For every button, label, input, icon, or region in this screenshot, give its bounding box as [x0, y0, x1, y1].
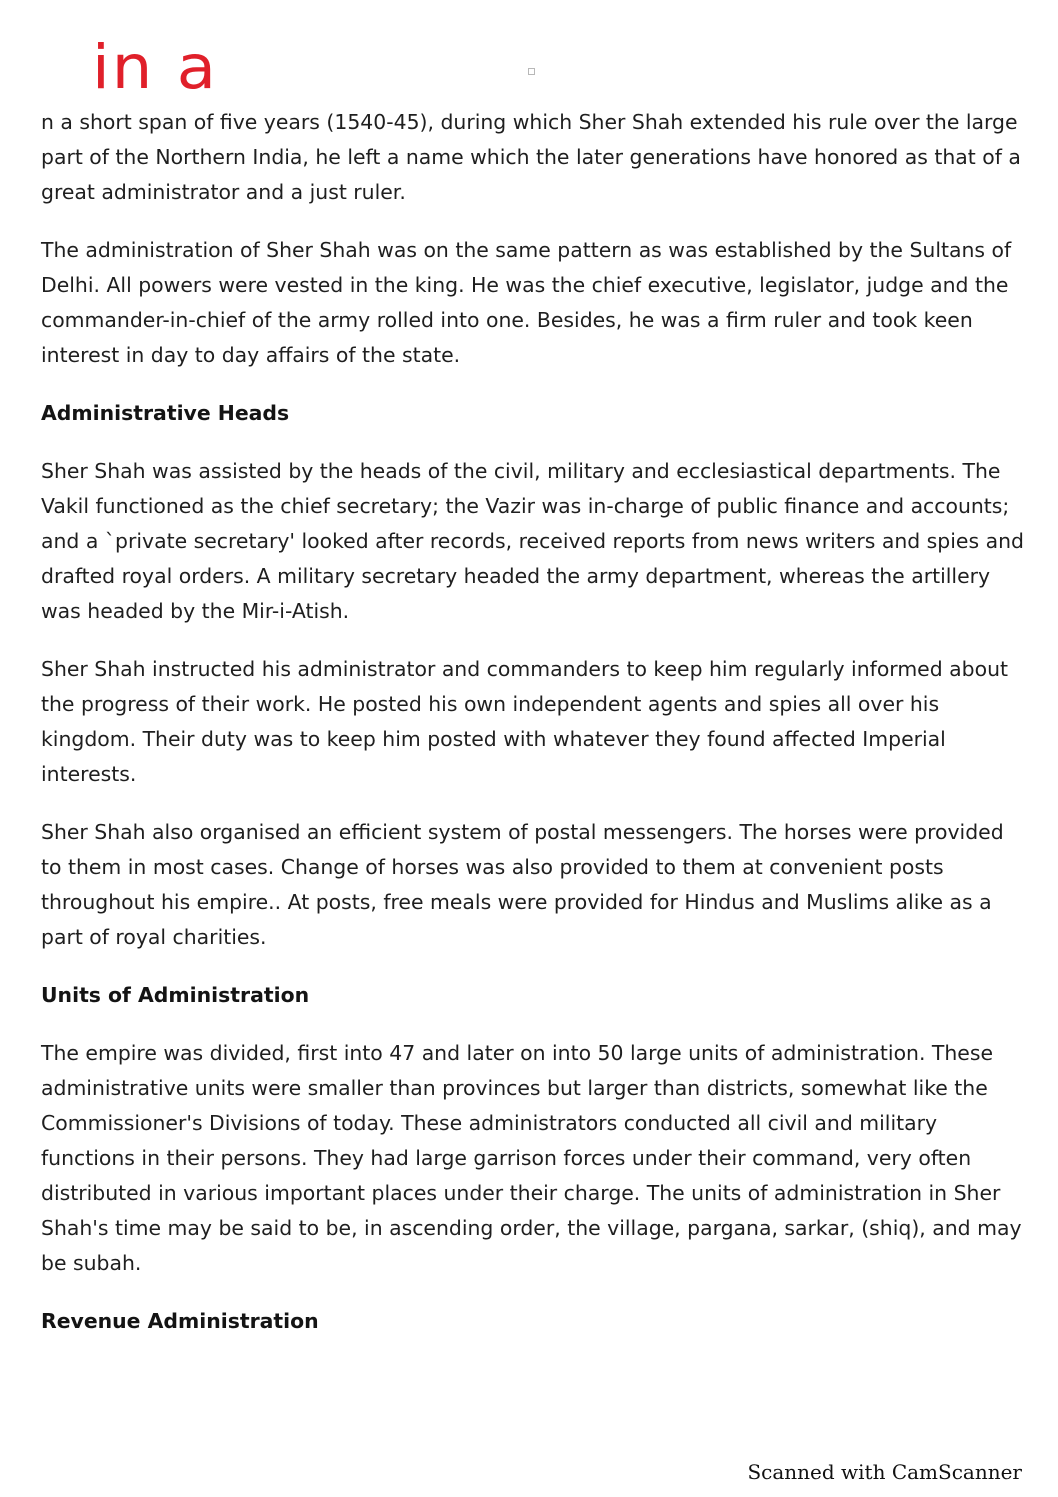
paragraph-heads-3: Sher Shah also organised an efficient system of postal messengers. The horses were provided to them in most cases. Change of horses was also provided to them at convenient posts throughout his empire.. At posts, free meals were provided for Hindus and Muslims alike as a part of royal charities. [41, 820, 1004, 949]
paragraph-heads-1: Sher Shah was assisted by the heads of the civil, military and ecclesiastical departments. The Vakil functioned as the chief secretary; the Vazir was in-charge of public finance and accounts; and a `private secretary' looked after records, received reports from news writers and spies and drafted royal orders. A military secretary headed the army department, whereas the artillery was headed by the Mir-i-Atish. [41, 459, 1024, 623]
article-body [41, 105, 1026, 1362]
heading-revenue-administration: Revenue Administration [41, 1309, 319, 1333]
heading-units-of-administration: Units of Administration [41, 983, 310, 1007]
small-square-mark [528, 68, 535, 75]
paragraph-intro-1: n a short span of five years (1540-45), during which Sher Shah extended his rule over the large part of the Northern India, he left a name which the later generations have honored as that of a great administrator and a just ruler. [41, 110, 1021, 204]
heading-administrative-heads: Administrative Heads [41, 401, 290, 425]
paragraph-heads-2: Sher Shah instructed his administrator and commanders to keep him regularly informed about the progress of their work. He posted his own independent agents and spies all over his kingdom. Their duty was to keep him posted with whatever they found affected Imperial interests. [41, 657, 1008, 786]
camscanner-watermark: Scanned with CamScanner [747, 1460, 1022, 1484]
paragraph-units-1: The empire was divided, first into 47 and later on into 50 large units of administration. These administrative units were smaller than provinces but larger than districts, somewhat like the Commissioner's Divisions of today. These administrators conducted all civil and military functions in their persons. They had large garrison forces under their command, very often distributed in various important places under their charge. The units of administration in Sher Shah's time may be said to be, in ascending order, the village, pargana, sarkar, (shiq), and may be subah. [41, 1041, 1022, 1275]
fragment-heading: in a [92, 32, 218, 104]
paragraph-intro-2: The administration of Sher Shah was on the same pattern as was established by the Sultans of Delhi. All powers were vested in the king. He was the chief executive, legislator, judge and the commander-in-chief of the army rolled into one. Besides, he was a firm ruler and took keen interest in day to day affairs of the state. [41, 238, 1012, 367]
